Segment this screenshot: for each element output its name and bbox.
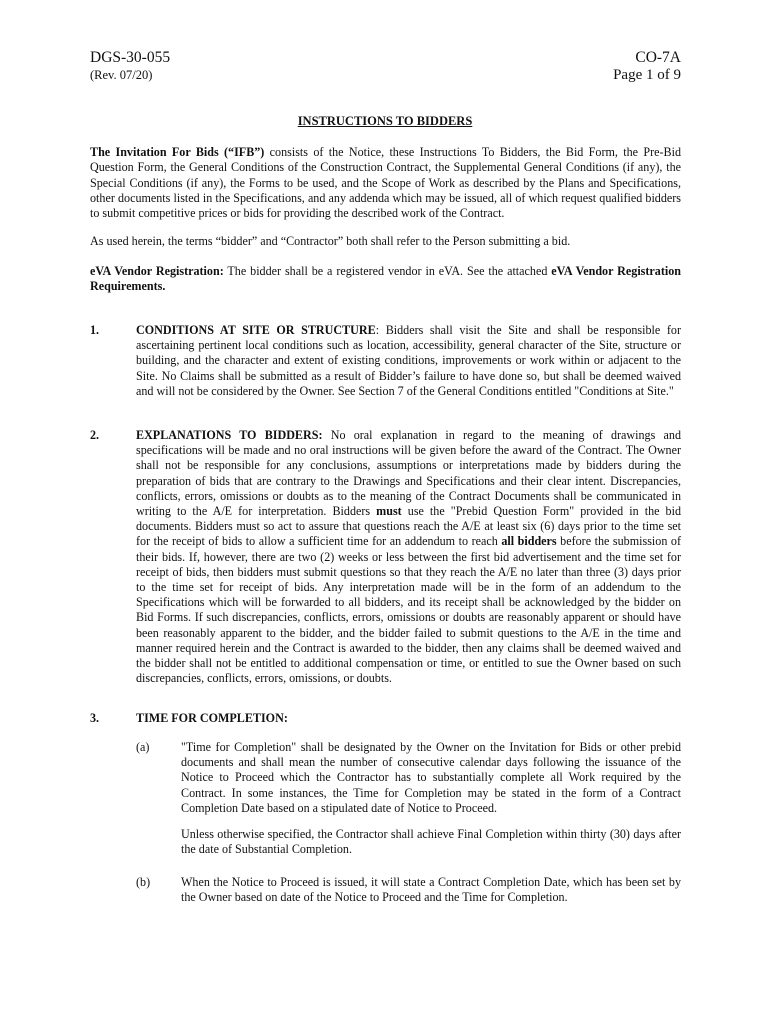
section-heading: TIME FOR COMPLETION:: [136, 711, 288, 725]
eva-paragraph: [90, 264, 681, 295]
terms-note: As used herein, the terms “bidder” and “Contractor” both shall refer to the Person submitting a bid.: [90, 234, 571, 248]
document-title: INSTRUCTIONS TO BIDDERS: [297, 114, 473, 128]
item-label: (b): [136, 875, 151, 889]
eva-bold-tail: eVA Vendor Registration Requirements.: [90, 264, 681, 294]
item-text: When the Notice to Proceed is issued, it will state a Contract Completion Date, which has been set by the Owner based on date of the Notice to Proceed and the Time for Completion.: [181, 875, 681, 905]
eva-lead: eVA Vendor Registration:: [90, 264, 224, 278]
revision-date: (Rev. 07/20): [90, 68, 153, 82]
section-text: : Bidders shall visit the Site and shall be responsible for ascertaining pertinent local conditions such as location, accessibility, general character of the Site, structure or building, and the character and extent of existing conditions, improvements or work within or adjacent to the Site. No Claims shall be submitted as a result of Bidder’s failure to have done so, but shall be deemed waived and will not be considered by the Owner. See Section 7 of the General Conditions entitled "Conditions at Site.": [136, 323, 681, 398]
item-label: (a): [136, 740, 150, 754]
form-number: DGS-30-055: [90, 49, 171, 66]
section-heading: CONDITIONS AT SITE OR STRUCTURE: [136, 323, 376, 337]
item-text: Unless otherwise specified, the Contractor shall achieve Final Completion within thirty (30) days after the date of Substantial Completion.: [181, 827, 681, 857]
form-code: CO-7A: [635, 49, 681, 66]
section-text: No oral explanation in regard to the meaning of drawings and specifications will be made and no oral instructions will be given before the award of the Contract. The Owner shall not be responsible for any conclusions, assumptions or interpretations made by bidders during the preparation of bids that are contrary to the Drawings and Specifications and their clear intent. Discrepancies, conflicts, errors, omissions or doubts as to the meaning of the Contract Documents shall be communicated in writing to the A/E for interpretation. Bidders: [136, 428, 681, 519]
bold-all-bidders: all bidders: [501, 534, 557, 549]
section-text: before the submission of their bids. If, however, there are two (2) weeks or less between the first bid advertisement and the time set for receipt of bids, then bidders must submit questions so that they reach the A/E no later than three (3) days prior to the time set for receipt of bids. Any interpretation made will be in the form of an addendum to the Specifications which will be forwarded to all bidders, and its receipt shall be acknowledged by the bidder on Bid Forms. If such discrepancies, conflicts, errors, omissions or doubts are reasonably apparent or should have been reasonably apparent to the bidder, and the bidder failed to submit questions to the A/E in the time and manner required herein and the Contract is awarded to the bidder, then any claims shall be deemed waived and the bidder shall not be entitled to additional compensation or time, or entitled to sue the Owner based on such discrepancies, conflicts, errors, omissions, or doubts.: [136, 534, 681, 686]
section-heading: EXPLANATIONS TO BIDDERS:: [136, 428, 323, 442]
section-number: 3.: [90, 711, 100, 725]
section-number: 1.: [90, 323, 100, 337]
section-conditions-at-site: [136, 323, 681, 399]
eva-text: The bidder shall be a registered vendor in eVA. See the attached: [223, 264, 552, 278]
intro-text: consists of the Notice, these Instructions To Bidders, the Bid Form, the Pre-Bid Question Form, the General Conditions of the Construction Contract, the Supplemental General Conditions (if any), the Special Conditions (if any), the Forms to be used, and the Scope of Work as described by the Plans and Specifications, other documents listed in the Specifications, and any addenda which may be issued, all of which request qualified bidders to submit competitive prices or bids for providing the described work of the Contract.: [90, 145, 681, 221]
section-number: 2.: [90, 428, 100, 442]
intro-lead: The Invitation For Bids (“IFB”): [90, 145, 265, 159]
section-explanations-to-bidders: [136, 428, 681, 686]
page-number: Page 1 of 9: [613, 67, 681, 83]
item-text: "Time for Completion" shall be designated by the Owner on the Invitation for Bids or other prebid documents and shall mean the number of consecutive calendar days following the issuance of the Notice to Proceed which the Contractor has to substantially complete all Work required by the Contract. In some instances, the Time for Completion may be stated in the form of a Contract Completion Date based on a stipulated date of Notice to Proceed.: [181, 740, 681, 815]
intro-paragraph: [90, 145, 681, 221]
section-text: use the "Prebid Question Form" provided in the bid documents. Bidders must so act to assure that questions reach the A/E at least six (6) days prior to the time set for the receipt of bids to allow a sufficient time for an addendum to reach: [136, 504, 681, 549]
page-header: [90, 48, 681, 84]
bold-must: must: [376, 504, 402, 519]
